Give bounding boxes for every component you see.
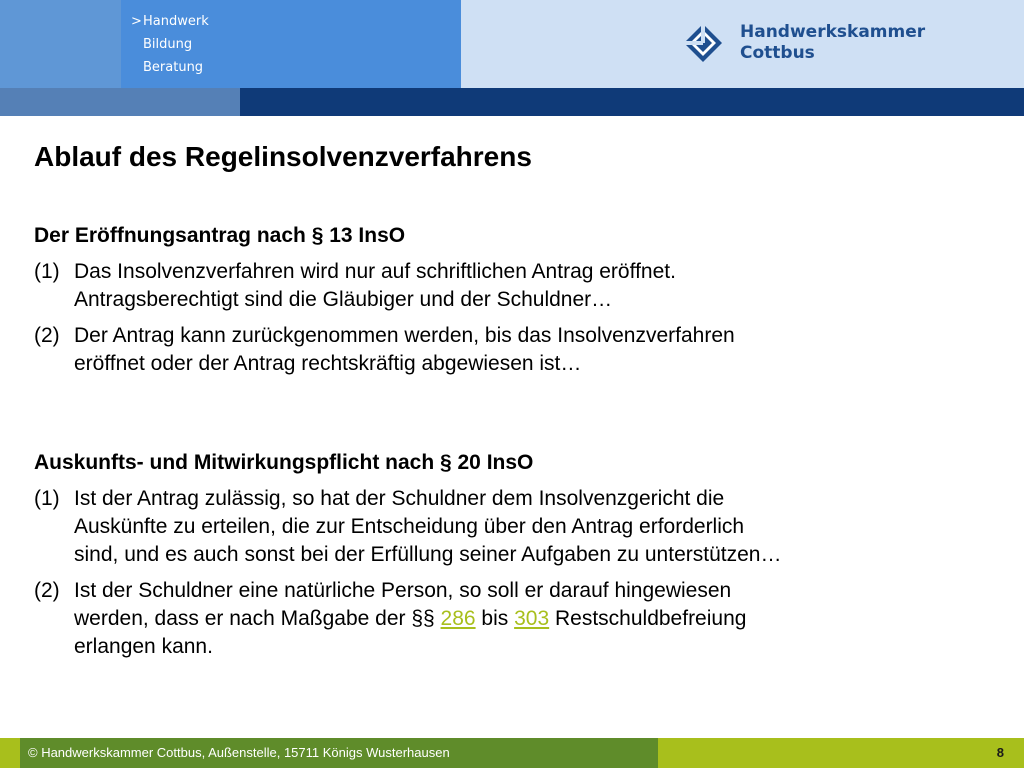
logo (684, 22, 934, 66)
tagline-item (131, 10, 209, 33)
tagline (131, 10, 209, 79)
section-heading: Der Eröffnungsantrag nach § 13 InsO (34, 224, 406, 247)
item-number: (1) (34, 260, 60, 283)
tagline-item (131, 33, 209, 56)
item-line: eröffnet oder der Antrag rechtskräftig abgewiesen ist… (74, 352, 582, 375)
line-text: Restschuldbefreiung (549, 607, 747, 630)
tagline-label: Beratung (143, 60, 204, 75)
section-mitwirkungspflicht (34, 449, 964, 669)
header-bar (0, 88, 1024, 116)
item-number: (2) (34, 579, 60, 602)
footer-block-left (0, 738, 20, 768)
item-line: Auskünfte zu erteilen, die zur Entscheidung über den Antrag erforderlich (74, 515, 745, 538)
item-line: Das Insolvenzverfahren wird nur auf schriftlichen Antrag eröffnet. (74, 260, 676, 283)
item-line: Ist der Schuldner eine natürliche Person, so soll er darauf hingewiesen (74, 579, 732, 602)
item-number: (2) (34, 324, 60, 347)
slide-title: Ablauf des Regelinsolvenzverfahrens (34, 141, 532, 172)
item-line: sind, und es auch sonst bei der Erfüllung seiner Aufgaben zu unterstützen… (74, 543, 782, 566)
logo-wordmark (740, 22, 925, 64)
header-bar-left (0, 88, 240, 116)
item-line: Antragsberechtigt sind die Gläubiger und der Schuldner… (74, 288, 613, 311)
logo-line-1: Handwerkskammer (740, 22, 926, 42)
line-text: bis (475, 607, 515, 630)
paragraph-link-286[interactable]: 286 (440, 607, 476, 630)
section-heading: Auskunfts- und Mitwirkungspflicht nach § 20 InsO (34, 451, 534, 474)
tagline-item (131, 56, 209, 79)
header (0, 0, 1024, 88)
line-text: werden, dass er nach Maßgabe der §§ (74, 607, 441, 630)
logo-line-2: Cottbus (740, 43, 815, 63)
list-item (34, 577, 964, 661)
section-eroeffnungsantrag (34, 222, 964, 386)
item-line-with-links (74, 605, 964, 633)
tagline-label: Handwerk (143, 14, 209, 29)
page-number: 8 (996, 745, 1004, 760)
hwk-logo-icon (684, 24, 722, 62)
item-line: erlangen kann. (74, 635, 213, 658)
footer-copyright: © Handwerkskammer Cottbus, Außenstelle, 15711 Königs Wusterhausen (28, 745, 450, 760)
footer (0, 738, 1024, 768)
tagline-label: Bildung (143, 37, 193, 52)
item-number: (1) (34, 487, 60, 510)
item-line: Der Antrag kann zurückgenommen werden, bis das Insolvenzverfahren (74, 324, 735, 347)
header-block-left (0, 0, 121, 88)
header-bar-right (240, 88, 1024, 116)
paragraph-link-303[interactable]: 303 (514, 607, 550, 630)
item-line: Ist der Antrag zulässig, so hat der Schuldner dem Insolvenzgericht die (74, 487, 725, 510)
footer-block-right (658, 738, 1024, 768)
list-item (34, 322, 964, 378)
list-item (34, 485, 964, 569)
chevron-right-icon: > (131, 14, 142, 29)
list-item (34, 258, 964, 314)
